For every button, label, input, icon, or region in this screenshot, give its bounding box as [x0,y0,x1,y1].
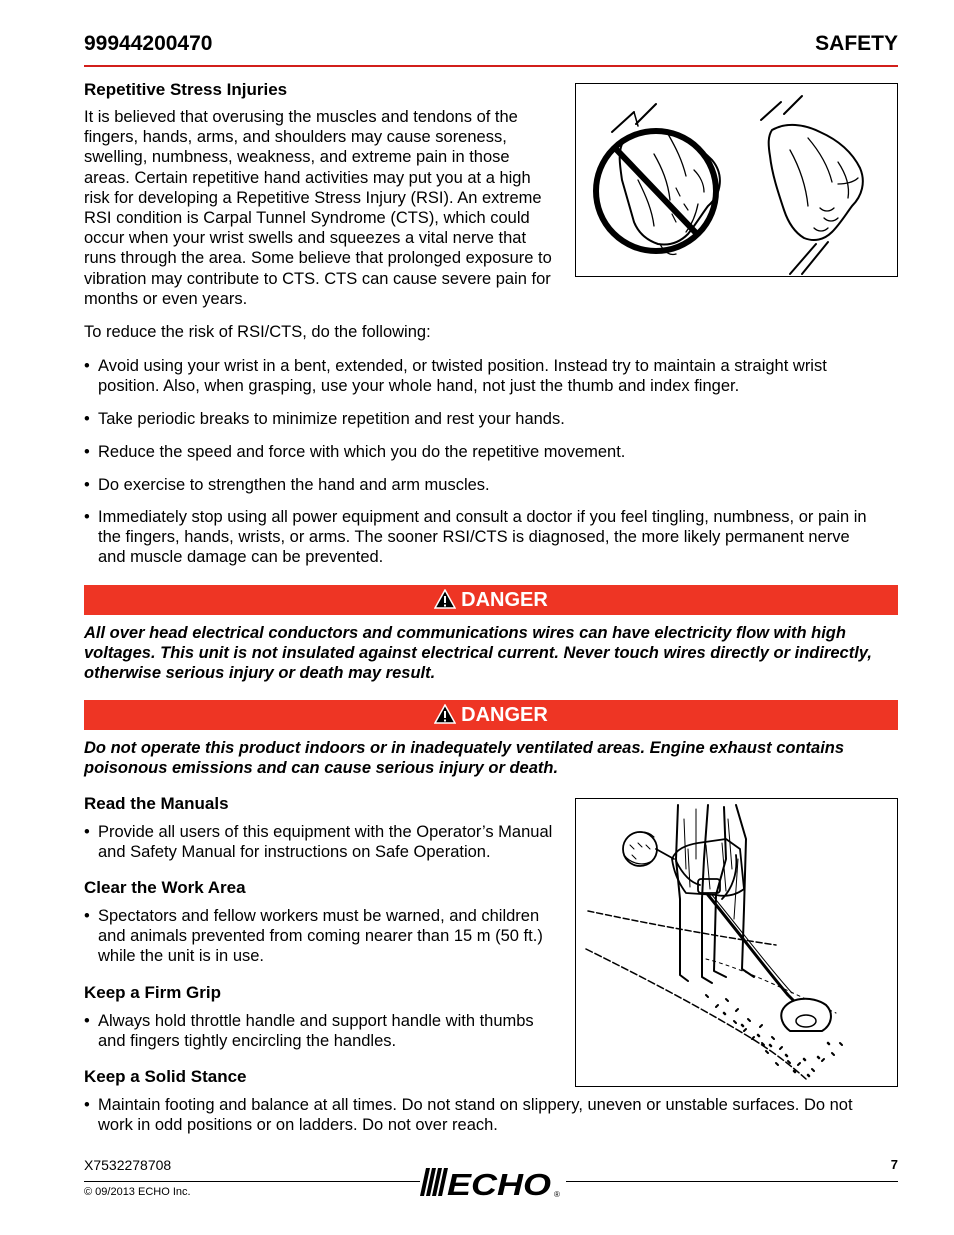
text-line: and fingers tightly encircling the handles. [98,1032,397,1051]
gloved-hands-drawing [576,84,897,276]
list-item [84,1095,912,1135]
list-item [84,906,583,967]
text-line: fingers, hands, arms, and shoulders may cause soreness, [84,128,507,147]
text-line: work in odd positions or on ladders. Do not over reach. [98,1116,498,1135]
page-number: 7 [890,1157,898,1172]
work-area-heading: Clear the Work Area [84,878,246,897]
page-header [84,31,898,65]
warning-triangle-icon [434,704,456,724]
text-line: • Immediately stop using all power equipment and consult a doctor if you feel tingling, numbness, or pain in [98,508,867,526]
text-line: while the unit is in use. [98,947,265,966]
text-line: • Reduce the speed and force with which you do the repetitive movement. [98,443,626,461]
list-item [84,475,912,495]
edger-operator-drawing [576,799,897,1086]
danger-message [84,738,898,778]
footer-rule-right [566,1181,898,1182]
text-line: poisonous emissions and can cause serious injury or death. [84,759,559,777]
list-item [84,822,583,862]
echo-logo-mark [420,1164,566,1200]
text-line: vibration may contribute to CTS. CTS can cause severe pain for [84,269,551,288]
danger-message [84,623,898,683]
text-line: months or even years. [84,289,248,308]
text-line: All over head electrical conductors and communications wires can have electricity flow with high [84,624,846,642]
footer-copyright: © 09/2013 ECHO Inc. [84,1186,191,1198]
rsi-heading: Repetitive Stress Injuries [84,80,288,99]
list-item [84,442,912,462]
danger-banner [84,700,898,730]
text-line: • Take periodic breaks to minimize repetition and rest your hands. [98,410,565,428]
text-line: • Maintain footing and balance at all times. Do not stand on slippery, uneven or unstable surfaces. Do not [98,1096,853,1114]
text-line: runs through the area. Some believe that prolonged exposure to [84,249,552,268]
text-line: and muscle damage can be prevented. [98,548,384,567]
echo-logo-text: ECHO [447,1167,551,1200]
text-line: • Always hold throttle handle and support handle with thumbs [98,1012,534,1030]
grip-heading: Keep a Firm Grip [84,983,221,1002]
list-item [84,409,912,429]
registered-mark: ® [554,1190,560,1199]
text-line: It is believed that overusing the muscles and tendons of the [84,108,518,126]
rsi-intro: To reduce the risk of RSI/CTS, do the following: [84,323,431,341]
manuals-heading: Read the Manuals [84,794,229,813]
stance-heading: Keep a Solid Stance [84,1067,247,1086]
danger-label-wrap [84,588,898,612]
footer-doc-code: X7532278708 [84,1157,172,1173]
hands-illustration [575,83,898,277]
footer-rule-left [84,1181,420,1182]
text-line: and animals prevented from coming nearer than 15 m (50 ft.) [98,927,543,946]
danger-label: DANGER [461,589,548,611]
danger-label: DANGER [461,704,548,726]
text-line: and Safety Manual for instructions on Safe Operation. [98,843,491,862]
text-line: risk for developing a Repetitive Stress Injury (RSI). An extreme [84,188,542,207]
text-line: areas. Certain repetitive hand activities may put you at a high [84,168,531,187]
text-line: • Provide all users of this equipment with the Operator’s Manual [98,823,553,841]
text-line: voltages. This unit is not insulated against electrical current. Never touch wires directly or indirectly, [84,644,872,662]
header-rule [84,65,898,67]
list-item [84,1011,583,1051]
rsi-paragraph [84,107,574,309]
list-item [84,356,912,396]
text-line: the fingers, hands, wrists, or arms. The sooner RSI/CTS is diagnosed, the more likely permanent nerve [98,528,850,547]
section-title: SAFETY [815,32,898,55]
text-line: occur when your wrist swells and squeezes a vital nerve that [84,229,527,248]
doc-number: 99944200470 [84,32,213,55]
echo-logo [420,1164,566,1200]
text-line: • Spectators and fellow workers must be warned, and children [98,907,540,925]
text-line: • Avoid using your wrist in a bent, extended, or twisted position. Instead try to maintain a straight wrist [98,357,827,375]
text-line: otherwise serious injury or death may result. [84,664,436,682]
text-line: Do not operate this product indoors or in inadequately ventilated areas. Engine exhaust contains [84,739,845,757]
text-line: swelling, numbness, weakness, and extreme pain in those [84,148,510,167]
operator-illustration [575,798,898,1087]
text-line: RSI condition is Carpal Tunnel Syndrome (CTS), which could [84,209,530,228]
list-item [84,507,912,568]
text-line: position. Also, when grasping, use your whole hand, not just the thumb and index finger. [98,377,740,396]
text-line: • Do exercise to strengthen the hand and arm muscles. [98,476,490,494]
danger-banner [84,585,898,615]
danger-label-wrap [84,703,898,727]
warning-triangle-icon [434,589,456,609]
